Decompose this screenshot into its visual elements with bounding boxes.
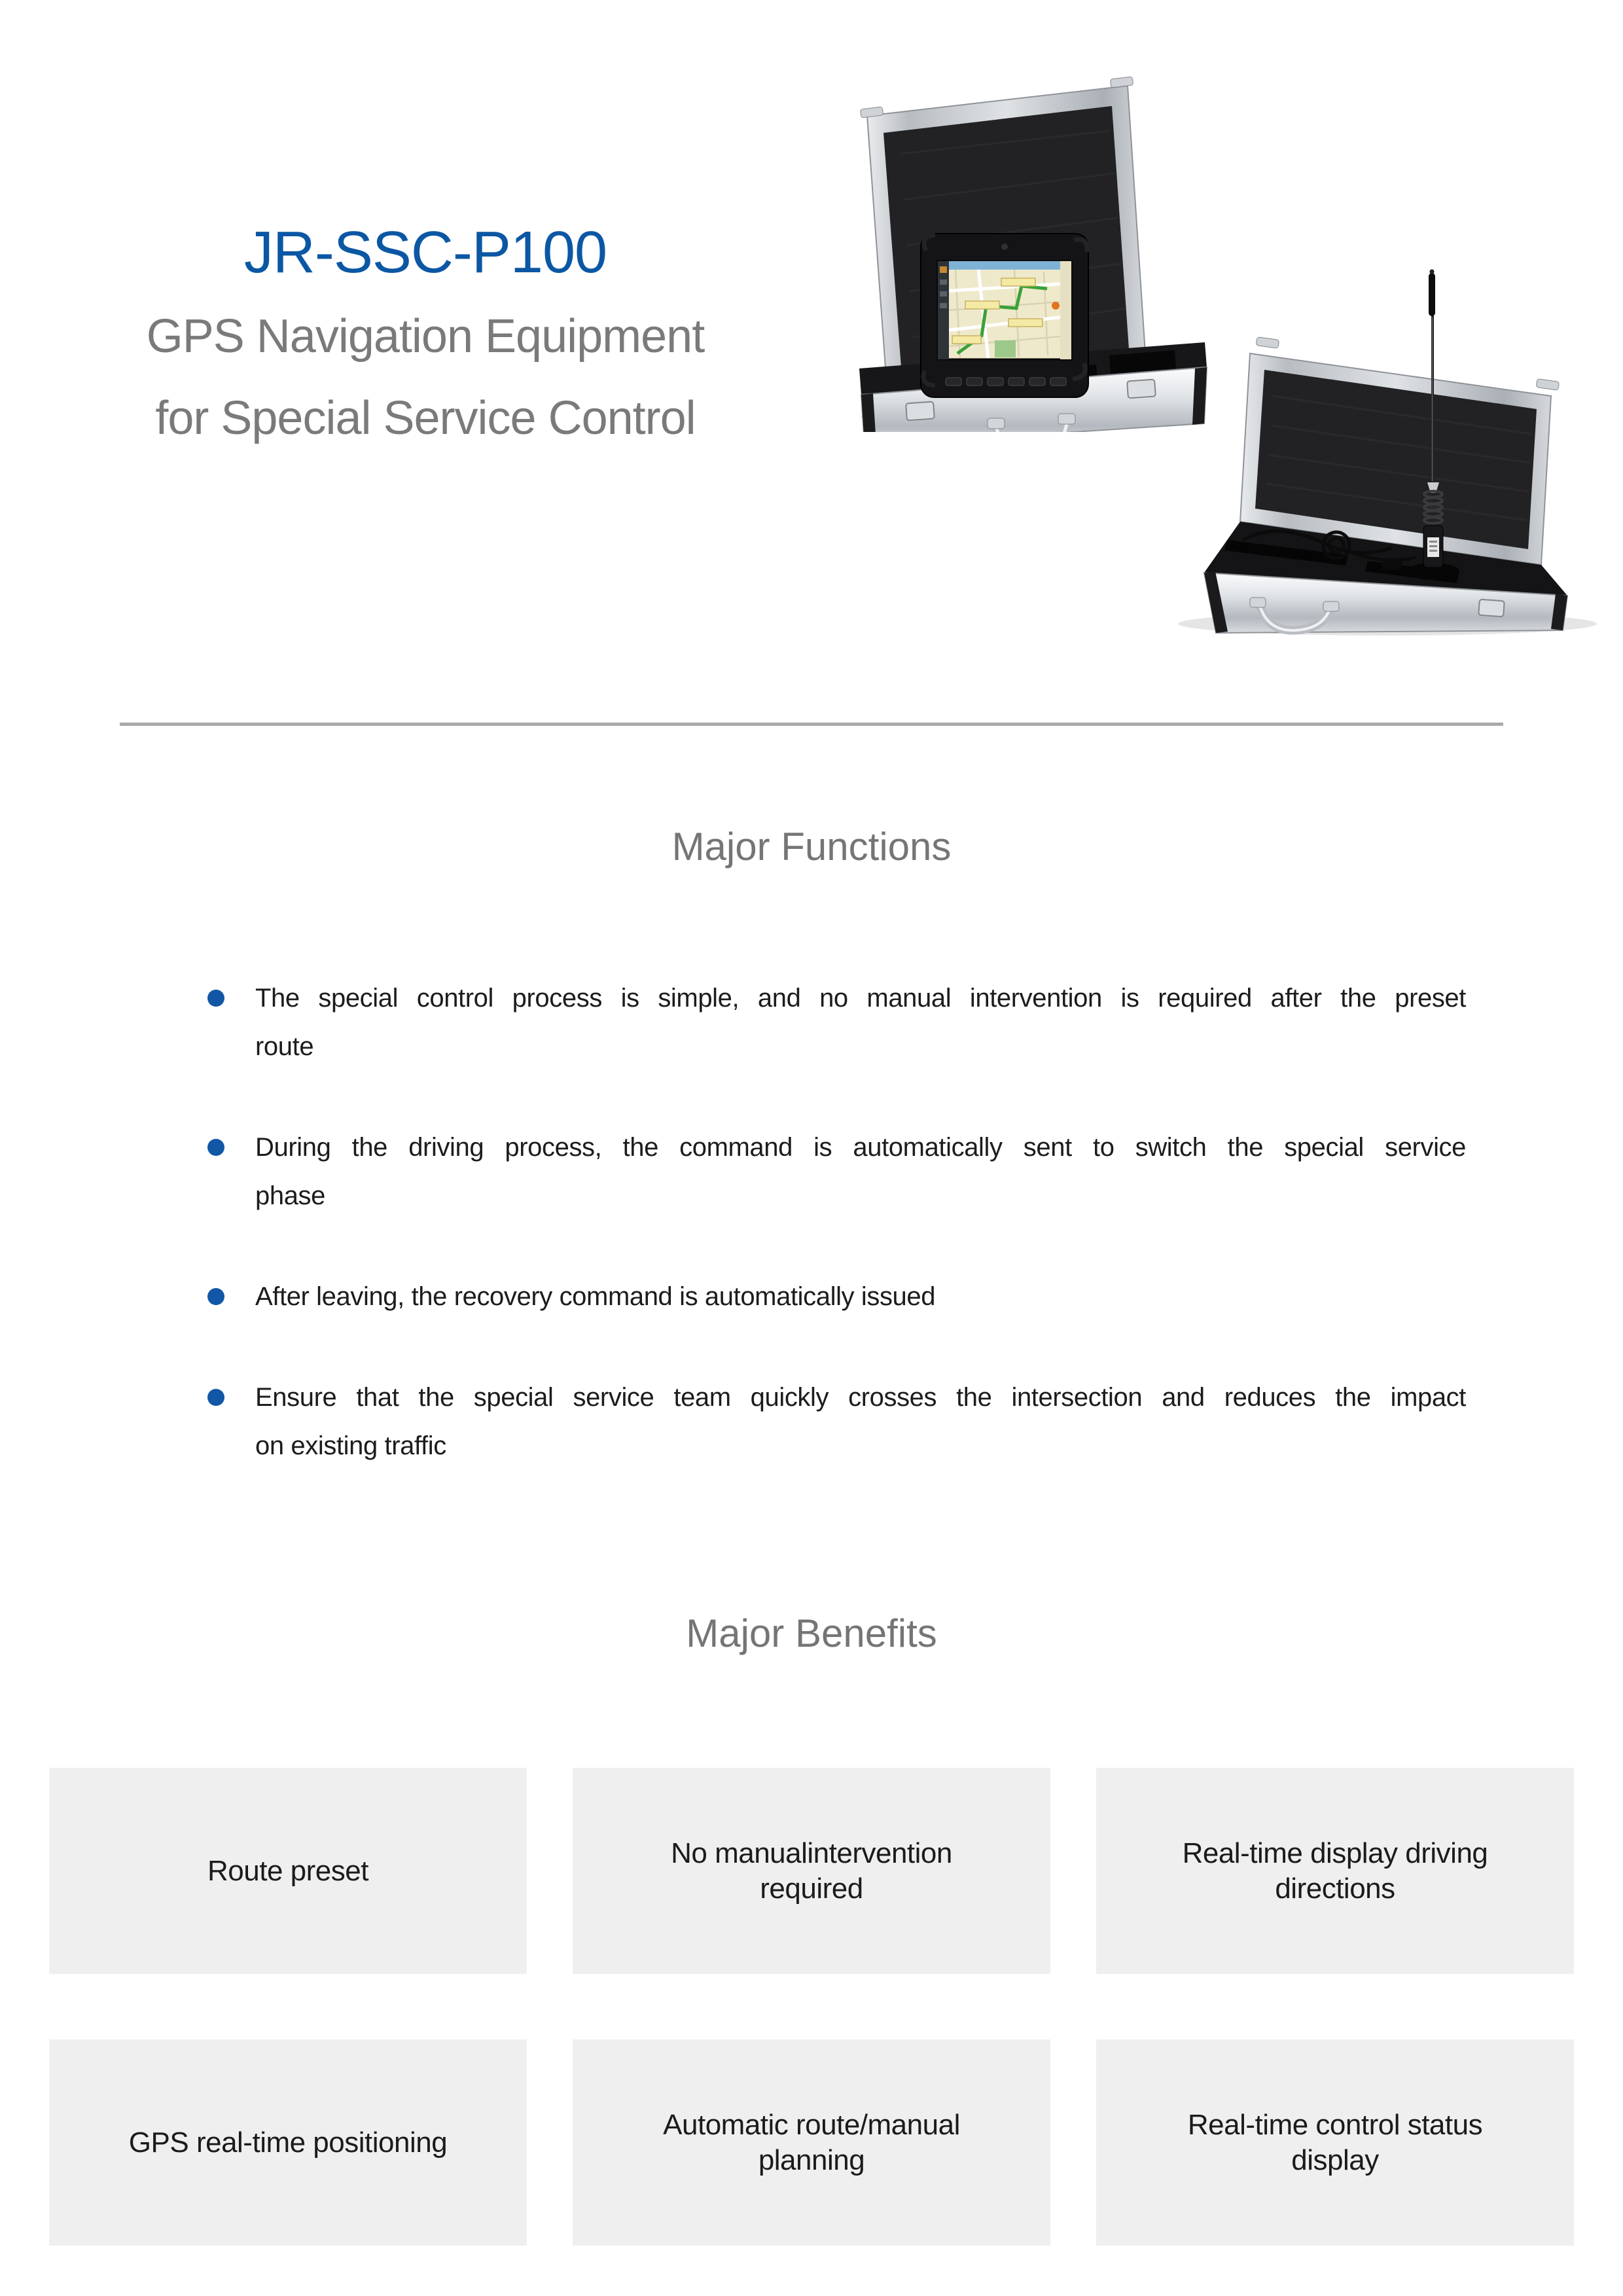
list-item xyxy=(207,1272,1466,1321)
list-item xyxy=(207,1373,1466,1470)
functions-heading: Major Functions xyxy=(671,825,952,869)
bullet-dot-icon xyxy=(207,1389,224,1406)
benefit-label: Real-time display driving directions xyxy=(1182,1837,1488,1905)
benefit-label: GPS real-time positioning xyxy=(128,2126,448,2159)
benefit-card xyxy=(49,2039,527,2246)
benefit-card xyxy=(573,1768,1050,1974)
benefit-label: Real-time control status display xyxy=(1187,2108,1483,2176)
benefits-heading: Major Benefits xyxy=(686,1611,937,1655)
section-divider xyxy=(120,723,1503,726)
list-item xyxy=(207,1123,1466,1220)
benefit-label: Automatic route/manual planning xyxy=(663,2108,960,2176)
list-item xyxy=(207,974,1466,1071)
benefit-card xyxy=(1096,2039,1574,2246)
bullet-text: During the driving process, the command is automatically sent to switch the special service phase xyxy=(255,1133,1466,1210)
benefit-card xyxy=(49,1768,527,1974)
bullet-dot-icon xyxy=(207,1288,224,1305)
bullet-dot-icon xyxy=(207,1139,224,1156)
benefit-label: Route preset xyxy=(207,1854,368,1887)
bullet-dot-icon xyxy=(207,990,224,1007)
product-subtitle: GPS Navigation Equipment for Special Service Control xyxy=(146,310,705,444)
bullet-text: Ensure that the special service team quickly crosses the intersection and reduces the impact on existing traffic xyxy=(255,1383,1466,1460)
benefit-label: No manualintervention required xyxy=(671,1837,952,1905)
product-code-title: JR-SSC-P100 xyxy=(243,220,607,285)
bullet-text: The special control process is simple, and no manual intervention is required after the preset route xyxy=(255,984,1466,1061)
bullet-text: After leaving, the recovery command is automatically issued xyxy=(255,1282,936,1311)
gps-case-antenna-photo xyxy=(1152,265,1603,641)
benefit-card xyxy=(573,2039,1050,2246)
benefits-grid xyxy=(49,1768,1574,2246)
hero-text-block xyxy=(85,222,766,459)
benefit-card xyxy=(1096,1768,1574,1974)
functions-list xyxy=(207,974,1466,1522)
